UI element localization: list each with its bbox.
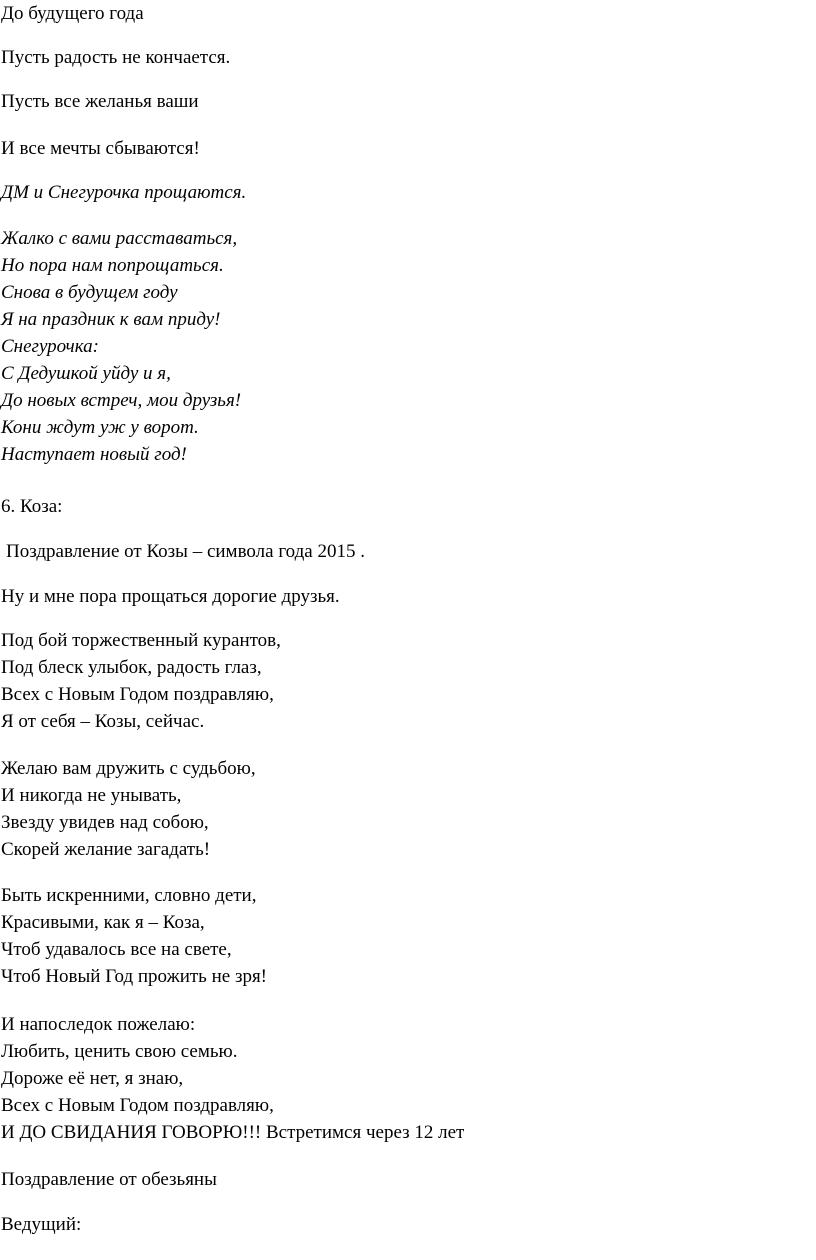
stage-direction-farewell xyxy=(1,179,246,206)
text-line: 6. Коза: xyxy=(1,496,63,517)
text-line: До будущего года xyxy=(1,3,144,24)
text-line: Я от себя – Козы, сейчас. xyxy=(1,711,205,732)
text-line: Снова в будущем году xyxy=(1,282,178,303)
text-line: Всех с Новым Годом поздравляю, xyxy=(1,1095,274,1116)
text-line: Я на праздник к вам приду! xyxy=(1,309,221,330)
text-line: И никогда не унывать, xyxy=(1,785,182,806)
text-line: Чтоб удавалось все на свете, xyxy=(1,939,232,960)
text-line: Под блеск улыбок, радость глаз, xyxy=(1,657,262,678)
text-line: Скорей желание загадать! xyxy=(1,839,211,860)
paragraph-goat-greeting-title xyxy=(1,538,365,565)
paragraph-goat-farewell xyxy=(1,583,340,610)
text-line: Пусть все желанья ваши xyxy=(1,91,199,112)
text-line: Дороже её нет, я знаю, xyxy=(1,1068,184,1089)
text-line: Наступает новый год! xyxy=(1,444,187,465)
text-line: Кони ждут уж у ворот. xyxy=(1,417,199,438)
paragraph-until-next-year xyxy=(1,0,144,27)
text-line: Быть искренними, словно дети, xyxy=(1,885,257,906)
paragraph-monkey-greeting xyxy=(1,1166,217,1193)
stanza-4 xyxy=(1,1011,464,1146)
text-line: Ну и мне пора прощаться дорогие друзья. xyxy=(1,586,340,607)
paragraph-dreams xyxy=(1,135,200,162)
text-line: Под бой торжественный курантов, xyxy=(1,630,281,651)
text-line: Желаю вам дружить с судьбою, xyxy=(1,758,256,779)
text-line: Жалко с вами расставаться, xyxy=(1,228,238,249)
text-line: Чтоб Новый Год прожить не зря! xyxy=(1,966,268,987)
text-line: С Дедушкой уйду и я, xyxy=(1,363,171,384)
text-line: До новых встреч, мои друзья! xyxy=(1,390,242,411)
text-line: Но пора нам попрощаться. xyxy=(1,255,224,276)
text-line: И напоследок пожелаю: xyxy=(1,1014,196,1035)
stanza-3 xyxy=(1,882,267,990)
text-line: Всех с Новым Годом поздравляю, xyxy=(1,684,274,705)
text-line: Поздравление от обезьяны xyxy=(1,1169,217,1190)
text-line: Пусть радость не кончается. xyxy=(1,47,231,68)
text-line: И ДО СВИДАНИЯ ГОВОРЮ!!! Встретимся через 12 лет xyxy=(1,1122,465,1143)
stanza-1 xyxy=(1,627,281,735)
text-line: И все мечты сбываются! xyxy=(1,138,200,159)
speaker-label: Снегурочка: xyxy=(1,336,99,357)
text-line: Любить, ценить свою семью. xyxy=(1,1041,238,1062)
text-line: Красивыми, как я – Коза, xyxy=(1,912,205,933)
text-line: Ведущий: xyxy=(1,1214,82,1235)
text-line: ДМ и Снегурочка прощаются. xyxy=(1,182,247,203)
text-line: Звезду увидев над собою, xyxy=(1,812,209,833)
stanza-2 xyxy=(1,755,256,863)
section-heading-goat xyxy=(1,493,62,520)
speaker-label-host xyxy=(1,1211,81,1238)
stanza-farewell-poem xyxy=(1,225,241,468)
paragraph-wishes xyxy=(1,88,199,115)
paragraph-joy xyxy=(1,44,230,71)
text-line: Поздравление от Козы – символа года 2015 . xyxy=(6,541,365,562)
